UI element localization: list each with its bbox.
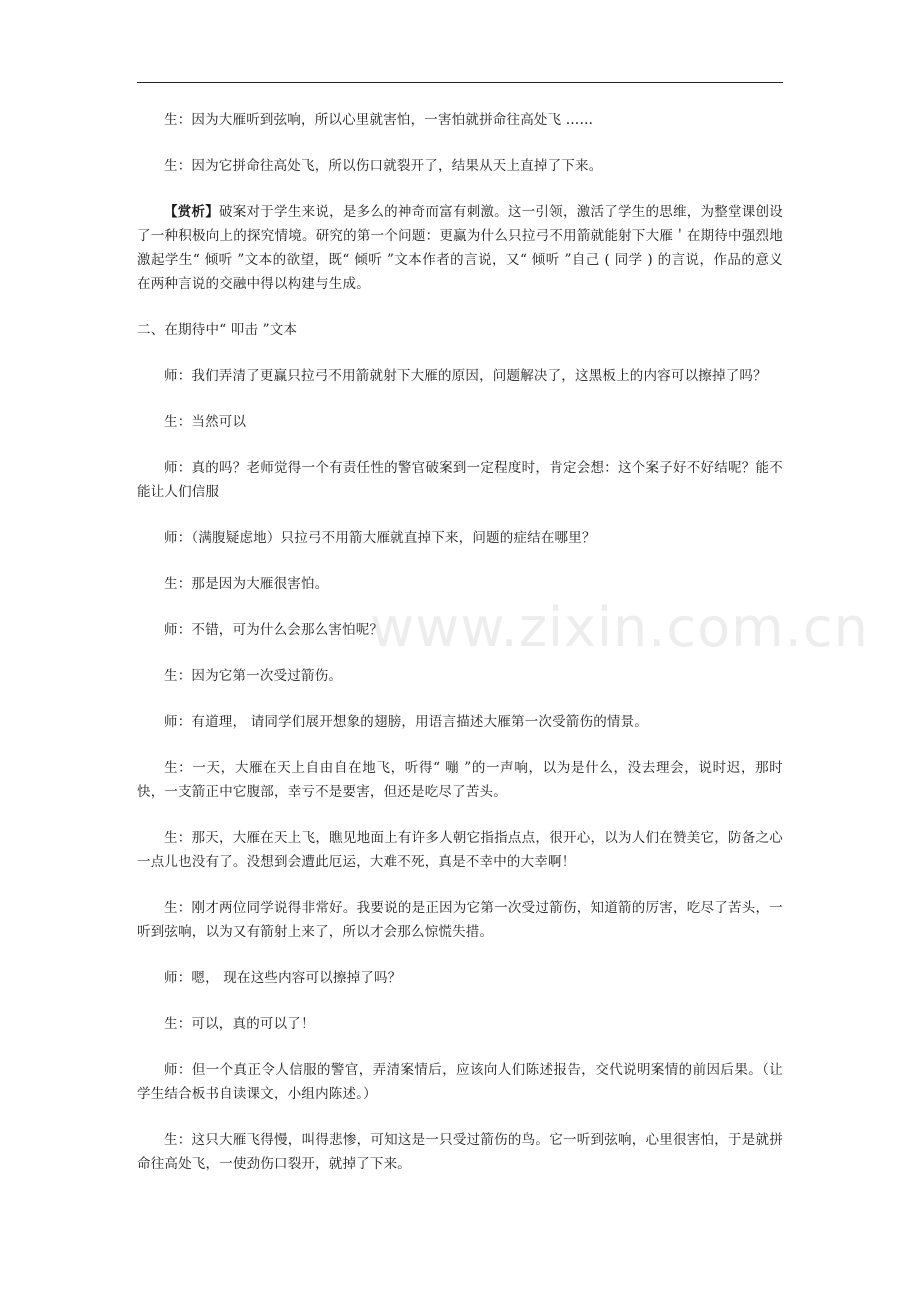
paragraph-15: 生：刚才两位同学说得非常好。我要说的是正因为它第一次受过箭伤，知道箭的厉害，吃尽了苦头，一听到弦响，以为又有箭射上来了，所以才会那么惊慌失措。 (137, 900, 783, 940)
paragraph-9: 生：那是因为大雁很害怕。 (164, 576, 329, 592)
paragraph-14: 生：那天，大雁在天上飞，瞧见地面上有许多人朝它指指点点，很开心，以为人们在赞美它，防备之心一点儿也没有了。没想到会遭此厄运，大难不死，真是不幸中的大幸啊！ (137, 830, 783, 870)
document-body (137, 108, 783, 1198)
appreciation-text: 破案对于学生来说，是多么的神奇而富有刺激。这一引领，激活了学生的思维，为整堂课创设了一种积极向上的探究情境。研究的第一个问题：更赢为什么只拉弓不用箭就能射下大雁＇在期待中强烈地激起学生“ 倾听 ”文本的欲望，既“ 倾听 ”文本作者的言说，又“ 倾听 ”自己 ( 同学 ) 的言说，作品的意义在两种言说的交融中得以构建与生成。 (137, 204, 783, 292)
paragraph-13: 生：一天，大雁在天上自由自在地飞，听得“ 嘣 ”的一声响，以为是什么，没去理会，说时迟，那时快，一支箭正中它腹部，幸亏不是要害，但还是吃尽了苦头。 (137, 760, 783, 800)
paragraph-7: 师：真的吗？老师觉得一个有责任性的警官破案到一定程度时，肯定会想：这个案子好不好结呢？能不能让人们信服 (137, 460, 783, 500)
paragraph-8: 师：（满腹疑虑地）只拉弓不用箭大雁就直掉下来，问题的症结在哪里？ (164, 530, 596, 546)
paragraph-12: 师：有道理， 请同学们展开想象的翅膀，用语言描述大雁第一次受箭伤的情景。 (164, 714, 648, 730)
paragraph-3 (137, 200, 783, 296)
paragraph-10: 师：不错，可为什么会那么害怕呢？ (164, 622, 384, 638)
section-heading: 二、在期待中“ 叩击 ”文本 (137, 322, 298, 338)
appreciation-label: 【赏析】 (164, 204, 220, 220)
paragraph-17: 生：可以，真的可以了！ (164, 1016, 315, 1032)
paragraph-19: 生：这只大雁飞得慢，叫得悲惨，可知这是一只受过箭伤的鸟。它一听到弦响，心里很害怕，于是就拼命往高处飞，一使劲伤口裂开，就掉了下来。 (137, 1132, 783, 1172)
paragraph-6: 生：当然可以 (164, 414, 247, 430)
paragraph-16: 师：嗯， 现在这些内容可以擦掉了吗？ (164, 970, 402, 986)
paragraph-5: 师：我们弄清了更赢只拉弓不用箭就射下大雁的原因，问题解决了，这黑板上的内容可以擦掉了吗？ (164, 368, 767, 384)
paragraph-1: 生：因为大雁听到弦响，所以心里就害怕，一害怕就拼命往高处飞 …… (164, 112, 594, 128)
header-rule (137, 82, 783, 83)
watermark: www.zixin.com.cn (370, 596, 869, 659)
paragraph-11: 生：因为它第一次受过箭伤。 (164, 668, 343, 684)
paragraph-2: 生：因为它拼命往高处飞，所以伤口就裂开了，结果从天上直掉了下来。 (164, 158, 603, 174)
paragraph-18: 师：但一个真正令人信服的警官，弄清案情后，应该向人们陈述报告，交代说明案情的前因后果。（让学生结合板书自读课文，小组内陈述。） (137, 1062, 783, 1102)
